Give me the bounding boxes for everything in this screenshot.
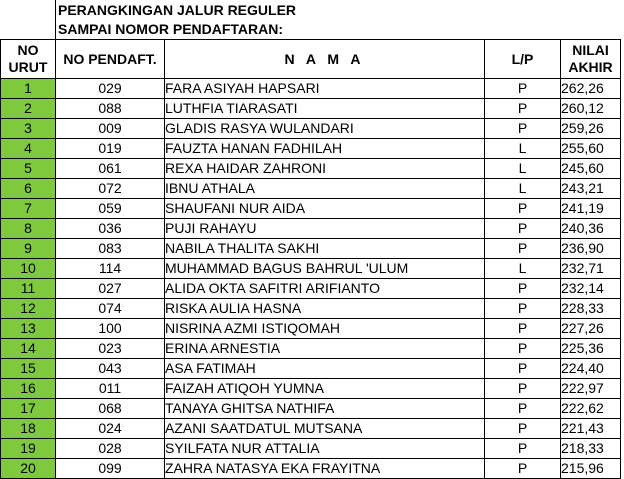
table-row bbox=[1, 159, 621, 179]
registration-number-cell[interactable]: 023 bbox=[56, 339, 165, 359]
final-score-cell[interactable]: 262,26 bbox=[561, 79, 621, 99]
final-score-cell[interactable]: 222,97 bbox=[561, 379, 621, 399]
final-score-cell[interactable]: 259,26 bbox=[561, 119, 621, 139]
header-nilai-line1: NILAI bbox=[572, 42, 609, 58]
final-score-cell[interactable]: 224,40 bbox=[561, 359, 621, 379]
gender-cell[interactable]: P bbox=[485, 199, 561, 219]
name-cell[interactable]: FAUZTA HANAN FADHILAH bbox=[165, 139, 485, 159]
registration-number-cell[interactable]: 114 bbox=[56, 259, 165, 279]
name-cell[interactable]: MUHAMMAD BAGUS BAHRUL 'ULUM bbox=[165, 259, 485, 279]
table-row bbox=[1, 139, 621, 159]
header-no-urut[interactable] bbox=[1, 40, 56, 79]
rank-cell[interactable]: 20 bbox=[1, 459, 56, 479]
registration-number-cell[interactable]: 074 bbox=[56, 299, 165, 319]
rank-cell[interactable]: 5 bbox=[1, 159, 56, 179]
table-row bbox=[1, 459, 621, 479]
gender-cell[interactable]: L bbox=[485, 179, 561, 199]
final-score-cell[interactable]: 236,90 bbox=[561, 239, 621, 259]
name-cell[interactable]: ALIDA OKTA SAFITRI ARIFIANTO bbox=[165, 279, 485, 299]
rank-cell[interactable]: 17 bbox=[1, 399, 56, 419]
table-row bbox=[1, 379, 621, 399]
header-no-line2: URUT bbox=[8, 59, 48, 75]
gender-cell[interactable]: P bbox=[485, 359, 561, 379]
registration-number-cell[interactable]: 019 bbox=[56, 139, 165, 159]
table-row bbox=[1, 199, 621, 219]
rank-cell[interactable]: 6 bbox=[1, 179, 56, 199]
registration-number-cell[interactable]: 083 bbox=[56, 239, 165, 259]
gender-cell[interactable]: L bbox=[485, 159, 561, 179]
final-score-cell[interactable]: 218,33 bbox=[561, 439, 621, 459]
gender-cell[interactable]: P bbox=[485, 119, 561, 139]
table-row bbox=[1, 319, 621, 339]
name-cell[interactable]: TANAYA GHITSA NATHIFA bbox=[165, 399, 485, 419]
table-row bbox=[1, 419, 621, 439]
final-score-cell[interactable]: 222,62 bbox=[561, 399, 621, 419]
final-score-cell[interactable]: 215,96 bbox=[561, 459, 621, 479]
table-row bbox=[1, 119, 621, 139]
registration-number-cell[interactable]: 027 bbox=[56, 279, 165, 299]
rank-cell[interactable]: 7 bbox=[1, 199, 56, 219]
table-row bbox=[1, 339, 621, 359]
table-row bbox=[1, 179, 621, 199]
final-score-cell[interactable]: 225,36 bbox=[561, 339, 621, 359]
table-row bbox=[1, 439, 621, 459]
final-score-cell[interactable]: 227,26 bbox=[561, 319, 621, 339]
table-row bbox=[1, 219, 621, 239]
gender-cell[interactable]: P bbox=[485, 239, 561, 259]
rank-cell[interactable]: 1 bbox=[1, 79, 56, 99]
name-cell[interactable]: AZANI SAATDATUL MUTSANA bbox=[165, 419, 485, 439]
gender-cell[interactable]: P bbox=[485, 459, 561, 479]
final-score-cell[interactable]: 228,33 bbox=[561, 299, 621, 319]
header-lp[interactable]: L/P bbox=[485, 40, 561, 79]
final-score-cell[interactable]: 232,14 bbox=[561, 279, 621, 299]
rank-cell[interactable]: 2 bbox=[1, 99, 56, 119]
rank-cell[interactable]: 8 bbox=[1, 219, 56, 239]
gender-cell[interactable]: P bbox=[485, 299, 561, 319]
registration-number-cell[interactable]: 028 bbox=[56, 439, 165, 459]
table-row bbox=[1, 279, 621, 299]
registration-number-cell[interactable]: 099 bbox=[56, 459, 165, 479]
registration-number-cell[interactable]: 088 bbox=[56, 99, 165, 119]
registration-number-cell[interactable]: 068 bbox=[56, 399, 165, 419]
gender-cell[interactable]: P bbox=[485, 339, 561, 359]
name-cell[interactable]: LUTHFIA TIARASATI bbox=[165, 99, 485, 119]
ranking-table bbox=[0, 39, 621, 479]
gender-cell[interactable]: L bbox=[485, 139, 561, 159]
name-cell[interactable]: FARA ASIYAH HAPSARI bbox=[165, 79, 485, 99]
gender-cell[interactable]: P bbox=[485, 319, 561, 339]
gender-cell[interactable]: P bbox=[485, 419, 561, 439]
sheet-subtitle: SAMPAI NOMOR PENDAFTARAN: bbox=[58, 21, 284, 37]
gender-cell[interactable]: P bbox=[485, 379, 561, 399]
registration-number-cell[interactable]: 036 bbox=[56, 219, 165, 239]
registration-number-cell[interactable]: 061 bbox=[56, 159, 165, 179]
final-score-cell[interactable]: 232,71 bbox=[561, 259, 621, 279]
name-cell[interactable]: PUJI RAHAYU bbox=[165, 219, 485, 239]
registration-number-cell[interactable]: 100 bbox=[56, 319, 165, 339]
gender-cell[interactable]: L bbox=[485, 259, 561, 279]
header-row bbox=[1, 40, 621, 79]
registration-number-cell[interactable]: 029 bbox=[56, 79, 165, 99]
final-score-cell[interactable]: 255,60 bbox=[561, 139, 621, 159]
name-cell[interactable]: RISKA AULIA HASNA bbox=[165, 299, 485, 319]
name-cell[interactable]: IBNU ATHALA bbox=[165, 179, 485, 199]
rank-cell[interactable]: 18 bbox=[1, 419, 56, 439]
rank-cell[interactable]: 4 bbox=[1, 139, 56, 159]
registration-number-cell[interactable]: 024 bbox=[56, 419, 165, 439]
gender-cell[interactable]: P bbox=[485, 279, 561, 299]
rank-cell[interactable]: 19 bbox=[1, 439, 56, 459]
title-area bbox=[56, 0, 624, 39]
rank-cell[interactable]: 14 bbox=[1, 339, 56, 359]
name-cell[interactable]: ASA FATIMAH bbox=[165, 359, 485, 379]
table-row bbox=[1, 99, 621, 119]
rank-cell[interactable]: 15 bbox=[1, 359, 56, 379]
rank-cell[interactable]: 3 bbox=[1, 119, 56, 139]
registration-number-cell[interactable]: 059 bbox=[56, 199, 165, 219]
rank-cell[interactable]: 9 bbox=[1, 239, 56, 259]
gender-cell[interactable]: P bbox=[485, 99, 561, 119]
name-cell[interactable]: ERINA ARNESTIA bbox=[165, 339, 485, 359]
table-row bbox=[1, 239, 621, 259]
name-cell[interactable]: SHAUFANI NUR AIDA bbox=[165, 199, 485, 219]
final-score-cell[interactable]: 240,36 bbox=[561, 219, 621, 239]
table-row bbox=[1, 259, 621, 279]
name-cell[interactable]: SYILFATA NUR ATTALIA bbox=[165, 439, 485, 459]
rank-cell[interactable]: 16 bbox=[1, 379, 56, 399]
final-score-cell[interactable]: 243,21 bbox=[561, 179, 621, 199]
table-body bbox=[1, 79, 621, 479]
name-cell[interactable]: GLADIS RASYA WULANDARI bbox=[165, 119, 485, 139]
gender-cell[interactable]: P bbox=[485, 439, 561, 459]
table-row bbox=[1, 399, 621, 419]
header-no-line1: NO bbox=[17, 42, 39, 58]
table-row bbox=[1, 79, 621, 99]
gender-cell[interactable]: P bbox=[485, 79, 561, 99]
rank-cell[interactable]: 10 bbox=[1, 259, 56, 279]
header-nilai-line2: AKHIR bbox=[568, 59, 613, 75]
name-cell[interactable]: FAIZAH ATIQOH YUMNA bbox=[165, 379, 485, 399]
gender-cell[interactable]: P bbox=[485, 219, 561, 239]
name-cell[interactable]: NABILA THALITA SAKHI bbox=[165, 239, 485, 259]
final-score-cell[interactable]: 241,19 bbox=[561, 199, 621, 219]
registration-number-cell[interactable]: 043 bbox=[56, 359, 165, 379]
final-score-cell[interactable]: 221,43 bbox=[561, 419, 621, 439]
final-score-cell[interactable]: 260,12 bbox=[561, 99, 621, 119]
rank-cell[interactable]: 12 bbox=[1, 299, 56, 319]
name-cell[interactable]: REXA HAIDAR ZAHRONI bbox=[165, 159, 485, 179]
rank-cell[interactable]: 11 bbox=[1, 279, 56, 299]
header-nama[interactable]: N A M A bbox=[165, 40, 485, 79]
gender-cell[interactable]: P bbox=[485, 399, 561, 419]
name-cell[interactable]: NISRINA AZMI ISTIQOMAH bbox=[165, 319, 485, 339]
header-nilai-akhir[interactable] bbox=[561, 40, 621, 79]
header-no-pendaft[interactable]: NO PENDAFT. bbox=[56, 40, 165, 79]
final-score-cell[interactable]: 245,60 bbox=[561, 159, 621, 179]
registration-number-cell[interactable]: 009 bbox=[56, 119, 165, 139]
registration-number-cell[interactable]: 011 bbox=[56, 379, 165, 399]
registration-number-cell[interactable]: 072 bbox=[56, 179, 165, 199]
table-row bbox=[1, 299, 621, 319]
rank-cell[interactable]: 13 bbox=[1, 319, 56, 339]
table-row bbox=[1, 359, 621, 379]
name-cell[interactable]: ZAHRA NATASYA EKA FRAYITNA bbox=[165, 459, 485, 479]
sheet-title: PERANGKINGAN JALUR REGULER bbox=[58, 2, 297, 18]
